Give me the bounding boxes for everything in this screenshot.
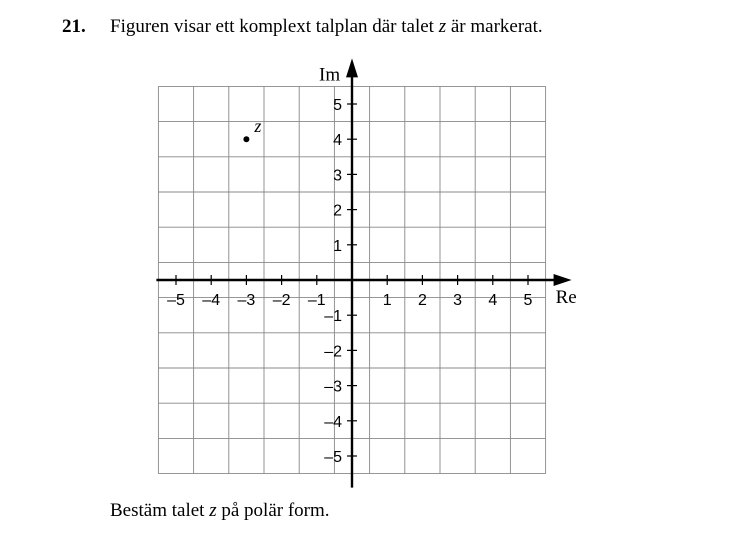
x-tick-label: 5: [523, 292, 533, 309]
axes: [156, 58, 571, 487]
re-axis-label: Re: [555, 287, 577, 308]
task-variable: z: [209, 500, 217, 521]
y-tick-label: 4: [333, 132, 342, 150]
x-tick-label: 2: [417, 292, 427, 309]
x-tick-label: –4: [202, 292, 221, 309]
y-tick-label: –2: [324, 343, 342, 361]
x-tick-label: 3: [453, 292, 463, 309]
re-axis-arrow: [554, 274, 572, 286]
y-tick-label: 3: [333, 167, 342, 185]
question-number: 21.: [62, 16, 86, 37]
x-tick-label: –3: [237, 292, 256, 309]
point-z-label: z: [254, 116, 262, 137]
y-tick-label: –3: [324, 378, 342, 396]
x-tick-label: 4: [488, 292, 498, 309]
x-tick-label: 1: [382, 292, 392, 309]
im-axis-arrow: [346, 58, 358, 77]
point-z: [243, 136, 249, 142]
x-tick-label: –1: [307, 292, 326, 309]
y-tick-label: 2: [333, 202, 342, 220]
x-tick-label: –2: [272, 292, 291, 309]
im-axis-label: Im: [319, 64, 341, 86]
question-variable: z: [438, 16, 447, 37]
y-tick-label: 5: [333, 97, 342, 114]
y-tick-label: 1: [333, 237, 342, 255]
y-tick-label: –5: [324, 449, 342, 466]
x-tick-label: –5: [167, 292, 185, 309]
task-text-after: på polär form.: [216, 500, 330, 521]
task-text-before: Bestäm talet: [110, 500, 210, 521]
task-instruction: [110, 500, 330, 522]
y-tick-label: –1: [324, 308, 342, 326]
y-tick-label: –4: [324, 413, 342, 431]
question-text-after: är markerat.: [446, 16, 543, 37]
question-text-before: Figuren visar ett komplext talplan där talet: [110, 16, 439, 37]
points: [243, 116, 261, 142]
